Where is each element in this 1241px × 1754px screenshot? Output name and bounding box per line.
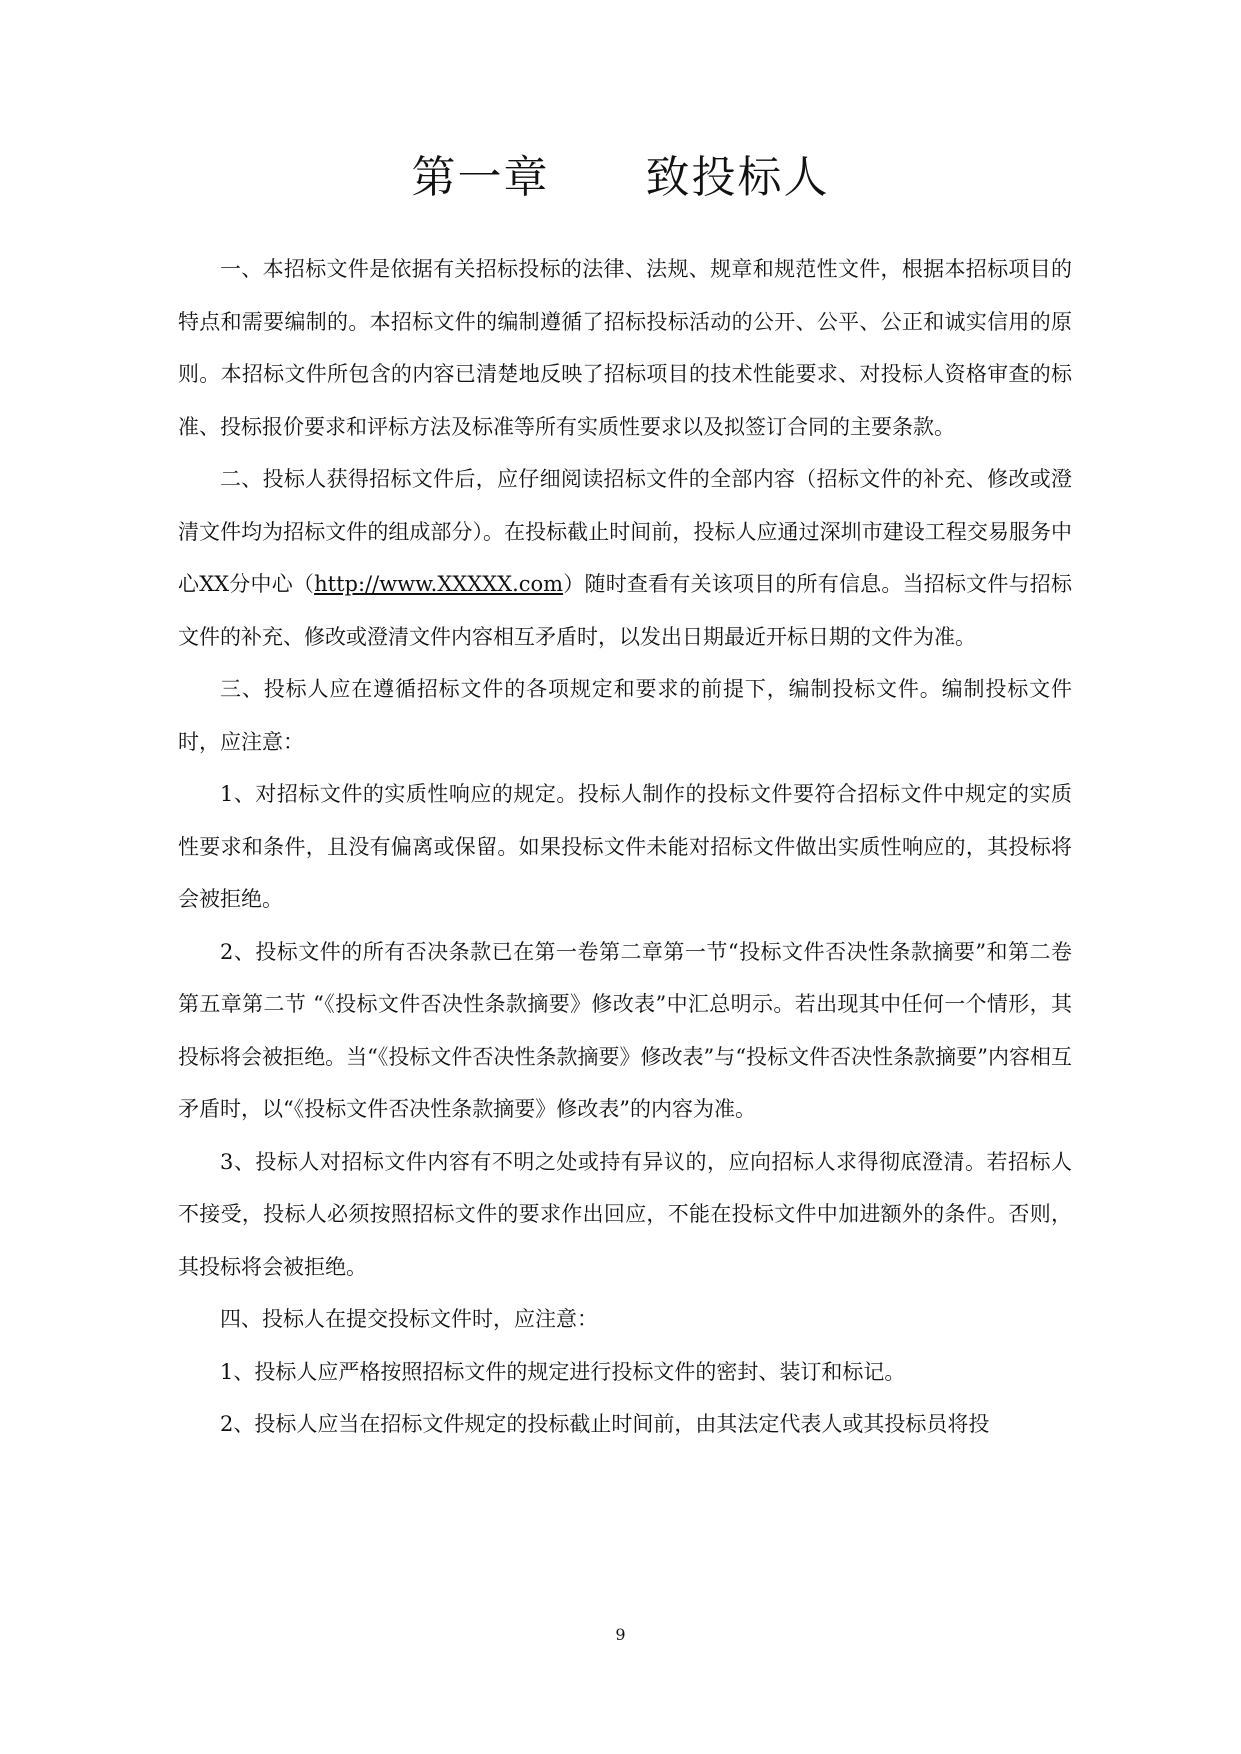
paragraph-2-text-before-link: 二、投标人获得招标文件后，应仔细阅读招标文件的全部内容（招标文件的补充、修改或澄清文件均为招标文件的组成部分）。在投标截止时间前，投标人应通过深圳市建设工程交易服务中心XX分中心（ xyxy=(178,467,1072,596)
body-text xyxy=(178,243,1072,1451)
paragraph-2-text-after-link: ）随时查看有关该项目的所有信息。当招标文件与招标文件的补充、修改或澄清文件内容相互矛盾时，以发出日期最近开标日期的文件为准。 xyxy=(178,572,1073,649)
paragraph-5: 2、投标文件的所有否决条款已在第一卷第二章第一节“投标文件否决性条款摘要”和第二卷第五章第二节 “《投标文件否决性条款摘要》修改表”中汇总明示。若出现其中任何一个情形，其投标将会被拒绝。当“《投标文件否决性条款摘要》修改表”与“投标文件否决性条款摘要”内容相互矛盾时，以“《投标文件否决性条款摘要》修改表”的内容为准。 xyxy=(178,939,1072,1121)
page-number: 9 xyxy=(615,1625,626,1644)
paragraph-8: 1、投标人应严格按照招标文件的规定进行投标文件的密封、装订和标记。 xyxy=(220,1359,906,1384)
website-link[interactable]: http://www.XXXXX.com xyxy=(314,572,564,596)
paragraph-9: 2、投标人应当在招标文件规定的投标截止时间前，由其法定代表人或其投标员将投 xyxy=(220,1412,990,1436)
paragraph-6: 3、投标人对招标文件内容有不明之处或持有异议的，应向招标人求得彻底澄清。若招标人不接受，投标人必须按照招标文件的要求作出回应，不能在投标文件中加进额外的条件。否则，其投标将会被拒绝。 xyxy=(178,1149,1072,1279)
paragraph-4: 1、对招标文件的实质性响应的规定。投标人制作的投标文件要符合招标文件中规定的实质性要求和条件，且没有偏离或保留。如果投标文件未能对招标文件做出实质性响应的，其投标将会被拒绝。 xyxy=(178,782,1072,911)
paragraph-1: 一、本招标文件是依据有关招标投标的法律、法规、规章和规范性文件，根据本招标项目的特点和需要编制的。本招标文件的编制遵循了招标投标活动的公开、公平、公正和诚实信用的原则。本招标文件所包含的内容已清楚地反映了招标项目的技术性能要求、对投标人资格审查的标准、投标报价要求和评标方法及标准等所有实质性要求以及拟签订合同的主要条款。 xyxy=(178,257,1072,439)
paragraph-3: 三、投标人应在遵循招标文件的各项规定和要求的前提下，编制投标文件。编制投标文件时，应注意： xyxy=(178,677,1072,754)
chapter-title: 第一章 致投标人 xyxy=(411,152,830,203)
paragraph-7: 四、投标人在提交投标文件时，应注意： xyxy=(220,1307,598,1331)
paragraph-2 xyxy=(178,453,1072,663)
